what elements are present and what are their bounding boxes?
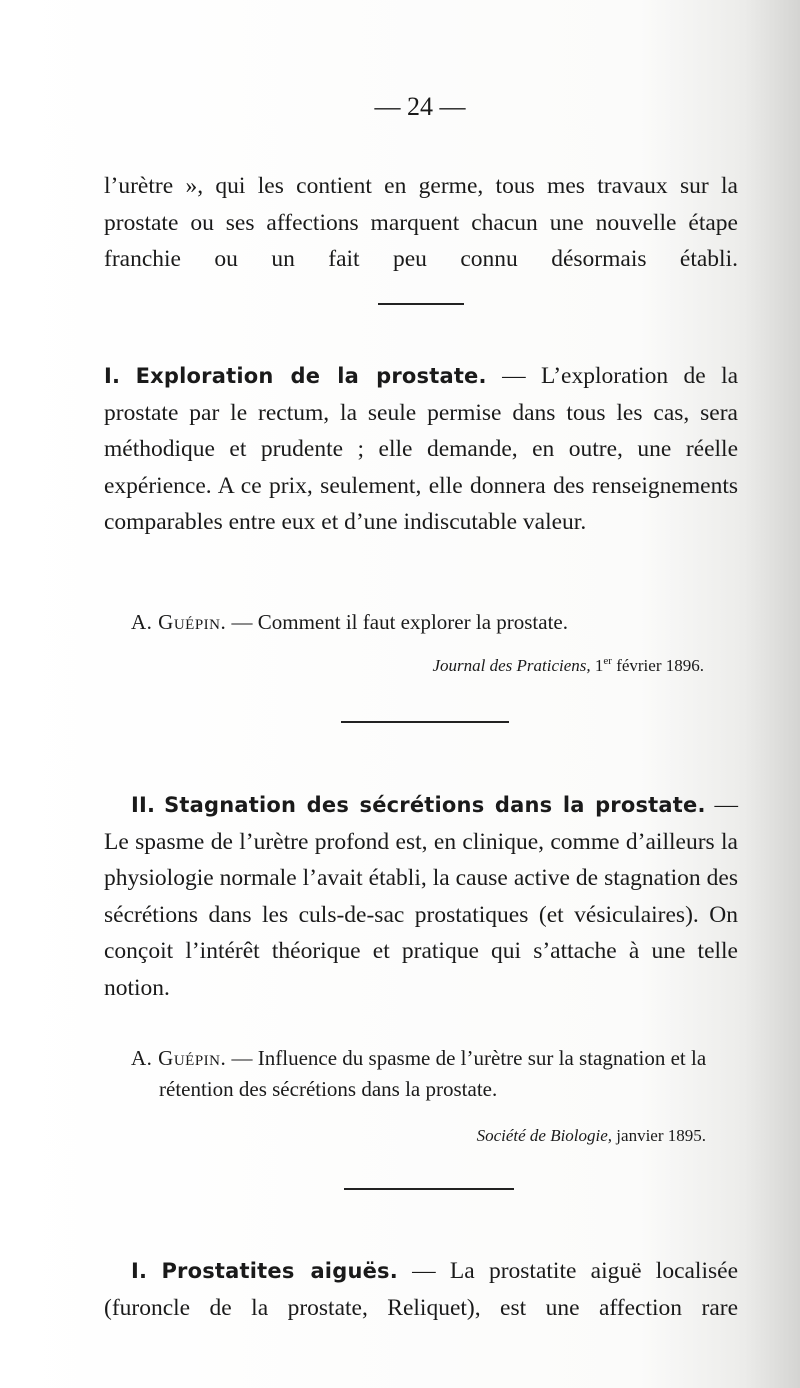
section-stagnation: [104, 787, 738, 1006]
reference-date: février 1896.: [616, 656, 704, 675]
section-title: Stagnation des sécrétions dans la prostate.: [164, 793, 706, 817]
section-number: I.: [131, 1259, 148, 1283]
section-dash: —: [486, 363, 542, 389]
reference-stagnation: [131, 1043, 771, 1105]
reference-source: [477, 1126, 706, 1146]
reference-journal: Journal des Praticiens,: [432, 656, 591, 675]
section-divider: [341, 721, 509, 723]
reference-dash: —: [226, 610, 258, 634]
section-body: La prostatite aiguë localisée (furoncle de la prostate, Reliquet), est une affection rare: [104, 1258, 738, 1321]
section-number: II.: [131, 793, 156, 817]
reference-source: [432, 655, 704, 676]
section-divider: [344, 1188, 514, 1190]
intro-paragraph: l’urètre », qui les contient en germe, tous mes travaux sur la prostate ou ses affections marquent chacun une nouvelle étape franchie ou un fait peu connu désormais établi.: [104, 173, 738, 272]
reference-date: janvier 1895.: [616, 1126, 706, 1145]
reference-journal: Société de Biologie,: [476, 1126, 613, 1145]
section-exploration: [104, 358, 738, 541]
section-body: L’exploration de la prostate par le rectum, la seule permise dans tous les cas, sera méthodique et prudente ; elle demande, en outre, une réelle expérience. A ce prix, seulement, elle donnera des renseignements comparables entre eux et d’une indiscutable valeur.: [104, 363, 739, 535]
reference-date-day: 1: [594, 656, 604, 675]
reference-author: A. Guépin.: [131, 610, 227, 634]
section-dash: —: [397, 1258, 450, 1284]
reference-title: Comment il faut explorer la prostate.: [257, 610, 568, 634]
section-number: I.: [104, 364, 121, 388]
section-body: Le spasme de l’urètre profond est, en clinique, comme d’ailleurs la physiologie normale l’avait établi, la cause active de stagnation des sécrétions dans les culs-de-sac prostatiques (et vésiculaires). On conçoit l’intérêt théorique et pratique qui s’attache à une telle notion.: [104, 828, 738, 1001]
reference-date-sup: er: [603, 655, 612, 667]
reference-title: Influence du spasme de l’urètre sur la stagnation et la rétention des sécrétions dans la prostate.: [159, 1046, 707, 1101]
section-dash: —: [705, 792, 738, 818]
section-title: Prostatites aiguës.: [161, 1259, 398, 1283]
section-title: Exploration de la prostate.: [135, 364, 487, 388]
reference-exploration: [131, 607, 751, 638]
reference-dash: —: [226, 1046, 258, 1070]
page-number: — 24 —: [374, 92, 466, 121]
section-prostatites: [104, 1253, 738, 1326]
section-divider: [378, 303, 464, 305]
reference-author: A. Guépin.: [131, 1046, 227, 1070]
